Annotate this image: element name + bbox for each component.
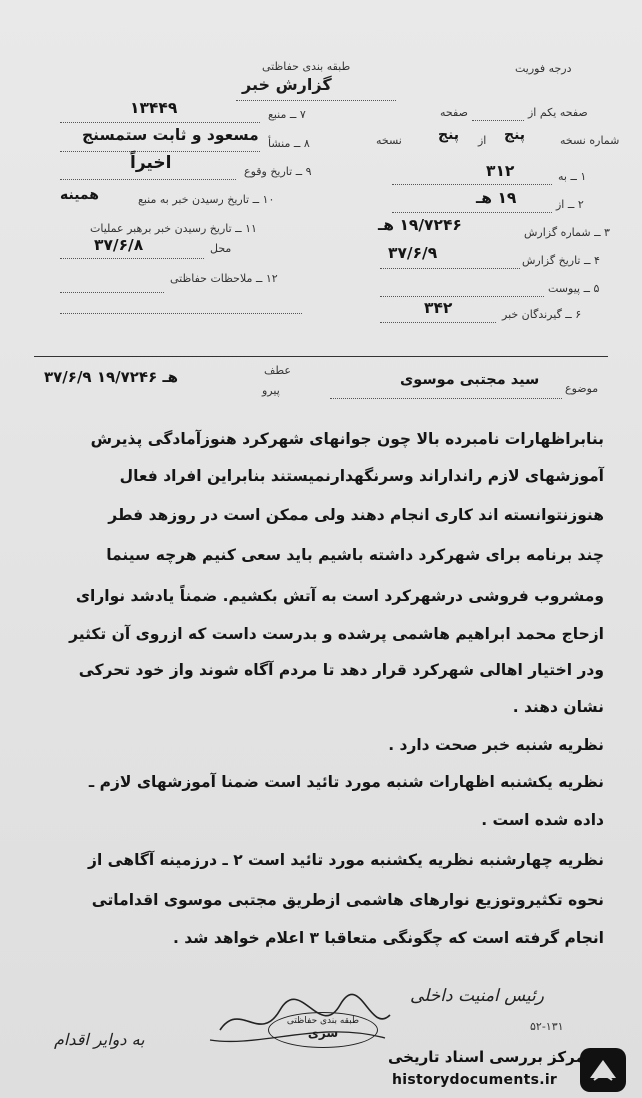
priority-label: درجه فوریت	[515, 62, 572, 75]
classification-label: طبقه بندی حفاظتی	[262, 60, 351, 73]
handwritten-note-right: رئیس امنیت داخلی	[410, 986, 544, 1006]
security-notes-label: ۱۲ ــ ملاحظات حفاظتی	[170, 272, 278, 285]
subject-value: سید مجتبی موسوی	[400, 372, 540, 388]
copy-value: پنج	[504, 127, 526, 143]
receipt-date-source-value: همینه	[60, 187, 100, 203]
recipients-label: ۶ ــ گیرندگان خبر	[502, 308, 582, 321]
origin-value: مسعود و ثابت ستمسنج	[82, 126, 259, 144]
report-number-value: ۱۹/۷۲۴۶ هـ	[378, 216, 462, 234]
archive-url[interactable]: historydocuments.ir	[392, 1072, 558, 1088]
archive-logo	[580, 1048, 626, 1092]
origin-label: ۸ ــ منشأ	[268, 137, 310, 150]
page-suffix: صفحه	[440, 106, 468, 119]
body-line: آموزشهای لازم رانداراند وسرنگهدارنمیستند بنابراین افراد فعال	[119, 467, 604, 485]
receipt-date-ops-value: ۳۷/۶/۸	[94, 236, 144, 254]
copy-total: پنج	[438, 127, 460, 143]
occurrence-date-value: اخیراً	[130, 153, 172, 173]
copy-suffix: نسخه	[376, 134, 402, 147]
body-line: نشان دهند .	[512, 698, 604, 716]
stamp-label: طبقه بندی حفاظتی	[286, 1016, 360, 1026]
subject-label: موضوع	[565, 382, 599, 395]
body-line: هنوزنتوانسته اند کاری انجام دهند ولی ممکن است در روزهد فطر	[108, 506, 604, 524]
copy-of-label: از	[478, 134, 487, 147]
body-line: نظریه شنبه خبر صحت دارد .	[388, 736, 604, 754]
report-title: گزارش خبر	[242, 75, 332, 94]
section-divider	[34, 356, 608, 357]
book-icon	[580, 1048, 626, 1092]
body-line: ودر اختیار اهالی شهرکرد قرار دهد تا مردم آگاه شوند واز خود تحرکی	[78, 661, 604, 679]
body-line: ازحاج محمد ابراهیم هاشمی پرشده و بدرست داست که ازروی آن تکثیر	[69, 625, 604, 643]
attach-label: عطف	[264, 364, 291, 377]
occurrence-date-label: ۹ ــ تاریخ وقوع	[244, 165, 312, 178]
receipt-date-source-label: ۱۰ ــ تاریخ رسیدن خبر به منبع	[138, 193, 275, 206]
archive-title: مرکز بررسی اسناد تاریخی	[388, 1048, 585, 1066]
recipients-value: ۳۴۲	[424, 299, 453, 317]
source-value: ۱۳۴۴۹	[130, 99, 178, 117]
title-underline	[236, 100, 396, 101]
report-date-value: ۳۷/۶/۹	[388, 244, 438, 262]
report-number-label: ۳ ــ شماره گزارش	[524, 226, 610, 239]
follow-label: پیرو	[262, 384, 280, 397]
body-line: ومشروب فروشی درشهرکرد است به آتش بکشیم. ضمناً یادشد نوارای	[75, 587, 604, 605]
attachment-label: ۵ ــ پیوست	[548, 282, 600, 295]
body-line: نظریه یکشنبه اظهارات شنبه مورد تائید است ضمنا آموزشهای لازم ـ	[88, 773, 604, 791]
page-label: صفحه یکم از	[528, 106, 588, 119]
receipt-date-ops-label: ۱۱ ــ تاریخ رسیدن خبر برهبر عملیات	[90, 222, 257, 235]
body-line: چند برنامه برای شهرکرد داشته باشیم باید سعی کنیم هرچه سینما	[106, 546, 604, 564]
body-line: بنابراظهارات نامبرده بالا چون جوانهای شهرکرد هنوزآمادگی پذیرش	[90, 430, 604, 448]
from-label: ۲ ــ از	[556, 198, 584, 211]
report-date-label: ۴ ــ تاریخ گزارش	[522, 254, 600, 267]
bottom-number: ۵۲-۱۳۱	[530, 1020, 564, 1033]
copy-label: شماره نسخه	[560, 134, 620, 147]
body-line: انجام گرفته است که چگونگی متعاقبا ۳ اعلام خواهد شد .	[172, 929, 604, 947]
to-value: ۳۱۲	[486, 162, 515, 180]
body-line: داده شده است .	[481, 811, 604, 829]
place-label: محل	[210, 242, 232, 255]
source-label: ۷ ــ منبع	[268, 108, 306, 121]
body-line: نظریه چهارشنبه نظریه یکشنبه مورد تائید است ۲ ـ درزمینه آگاهی از	[88, 851, 604, 869]
stamp-value: سری	[307, 1026, 339, 1040]
from-value: ۱۹ هـ	[476, 189, 517, 207]
body-line: نحوه تکثیروتوزیع نوارهای هاشمی ازطریق مجتبی موسوی اقداماتی	[91, 891, 604, 909]
handwritten-note-left: به دوایر اقدام	[54, 1030, 145, 1049]
reference-value: ۳۷/۶/۹ هـ ۱۹/۷۲۴۶	[44, 368, 178, 386]
classification-stamp	[268, 1012, 378, 1048]
to-label: ۱ ــ به	[558, 170, 587, 183]
